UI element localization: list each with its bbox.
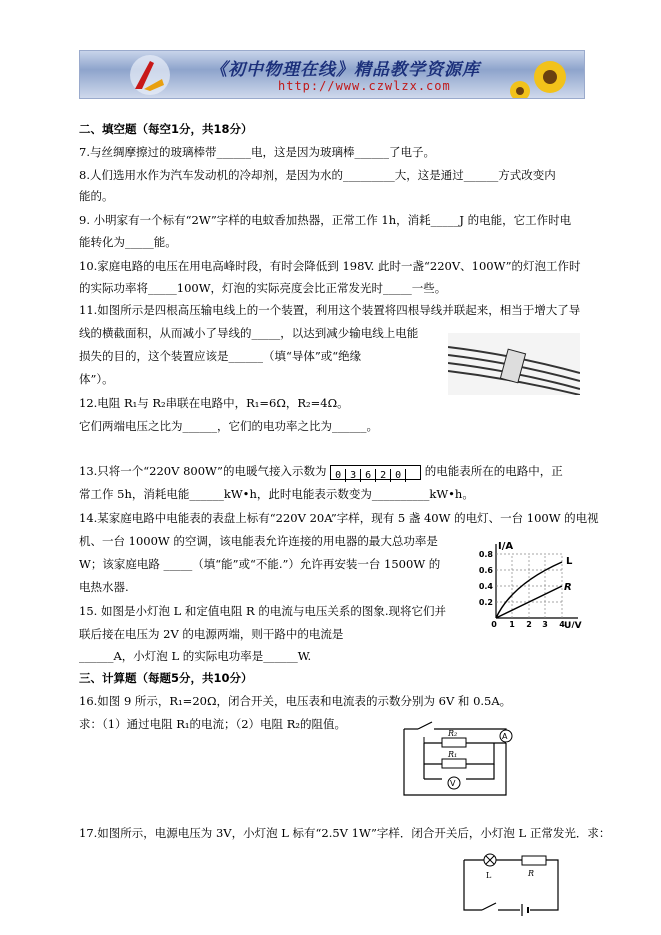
power-line-device-figure: [448, 333, 580, 395]
x-tick: 3: [542, 620, 548, 628]
section2-heading: 二、填空题（每空1分，共18分）: [79, 122, 253, 136]
question-7: 7.与丝绸摩擦过的玻璃棒带______电，这是因为玻璃棒______了电子。: [79, 145, 435, 159]
section3-heading: 三、计算题（每题5分，共10分）: [79, 671, 253, 685]
meter-digit: 0: [331, 469, 346, 482]
resistor-r2-label: R₂: [448, 729, 458, 738]
resistor-label: R: [528, 869, 535, 878]
meter-digit: 3: [346, 469, 361, 482]
question-15-line1: 15. 如图是小灯泡 L 和定值电阻 R 的电流与电压关系的图象.现将它们并: [79, 604, 447, 618]
voltmeter-label: V: [450, 779, 456, 788]
x-tick: 1: [509, 620, 515, 628]
question-9-line2: 能转化为_____能。: [79, 235, 177, 249]
circuit-diagram-17: [462, 852, 562, 922]
y-tick: 0.8: [478, 550, 493, 559]
question-13-pre: 13.只将一个“220V 800W”的电暖气接入示数为: [79, 464, 327, 478]
y-tick: 0.6: [478, 566, 493, 575]
question-14-line3: W；该家庭电路 _____（填“能”或“不能.”）允许再安装一台 1500W 的: [79, 557, 441, 571]
meter-digit: 6: [361, 469, 376, 482]
question-8-line2: 能的。: [79, 189, 114, 203]
lamp-label: L: [486, 871, 492, 880]
x-tick: 4: [559, 620, 565, 628]
question-11-line1: 11.如图所示是四根高压输电线上的一个装置，利用这个装置将四根导线并联起来，相当于增大了导: [79, 303, 581, 317]
x-tick: 2: [526, 620, 532, 628]
question-11-line2: 线的横截面积，从而减小了导线的_____，以达到减少输电线上电能: [79, 326, 419, 340]
question-10-line1: 10.家庭电路的电压在用电高峰时段，有时会降低到 198V. 此时一盏“220V、100W”的灯泡工作时: [79, 259, 581, 273]
question-12-line2: 它们两端电压之比为______，它们的电功率之比为______。: [79, 419, 378, 433]
question-14-line1: 14.某家庭电路中电能表的表盘上标有“220V 20A”字样，现有 5 盏 40W 的电灯、一台 100W 的电视: [79, 511, 599, 525]
line-r-label: R: [564, 582, 572, 593]
question-17: 17.如图所示，电源电压为 3V，小灯泡 L 标有“2.5V 1W”字样．闭合开关后，小灯泡 L 正常发光．求：: [79, 826, 611, 840]
question-14-line4: 电热水器.: [79, 580, 129, 594]
banner-title: 《初中物理在线》精品教学资源库: [210, 60, 480, 80]
y-tick: 0.2: [478, 598, 493, 607]
question-11-line4: 体”）。: [79, 372, 114, 386]
question-8-line1: 8.人们选用水作为汽车发动机的冷却剂，是因为水的_________大，这是通过______方式改变内: [79, 168, 556, 182]
question-13-post: 的电能表所在的电路中，正: [424, 464, 563, 478]
y-axis-label: I/A: [498, 541, 514, 552]
x-axis-label: U/V: [564, 621, 582, 628]
y-tick: 0.4: [478, 582, 493, 591]
question-13-line2: 常工作 5h，消耗电能______kW•h，此时电能表示数变为__________kW•h。: [79, 487, 474, 501]
x-tick: 0: [491, 620, 497, 628]
resistor-r1-label: R₁: [448, 750, 458, 759]
banner-url[interactable]: http://www.czwlzx.com: [278, 79, 451, 93]
question-10-line2: 的实际功率将_____100W，灯泡的实际亮度会比正常发光时_____一些。: [79, 281, 447, 295]
curve-l-label: L: [566, 556, 573, 567]
question-15-line3: ______A，小灯泡 L 的实际电功率是______W.: [79, 649, 312, 663]
resistor-r2: [442, 738, 466, 747]
header-banner: [79, 50, 585, 99]
circuit-diagram-16: [396, 719, 518, 803]
resistor-r1: [442, 759, 466, 768]
question-13-line1: [79, 463, 563, 480]
ammeter-label: A: [502, 732, 508, 741]
question-9-line1: 9. 小明家有一个标有“2W”字样的电蚊香加热器，正常工作 1h，消耗_____J 的电能，它工作时电: [79, 213, 572, 227]
question-12-line1: 12.电阻 R₁与 R₂串联在电路中，R₁=6Ω，R₂=4Ω。: [79, 396, 349, 410]
question-16-line2: 求：（1）通过电阻 R₁的电流；（2）电阻 R₂的阻值。: [79, 717, 346, 731]
energy-meter-display: [330, 465, 421, 480]
question-14-line2: 机、一台 1000W 的空调，该电能表允许连接的用电器的最大总功率是: [79, 534, 438, 548]
resistor-r: [522, 856, 546, 865]
meter-digit: 0: [391, 469, 406, 482]
question-15-line2: 联后接在电压为 2V 的电源两端，则干路中的电流是: [79, 627, 344, 641]
iu-graph: [476, 540, 584, 628]
question-16-line1: 16.如图 9 所示，R₁=20Ω，闭合开关，电压表和电流表的示数分别为 6V 和 0.5A。: [79, 694, 512, 708]
question-11-line3: 损失的目的，这个装置应该是______（填“导体”或“绝缘: [79, 349, 362, 363]
meter-digit: 2: [376, 469, 391, 482]
